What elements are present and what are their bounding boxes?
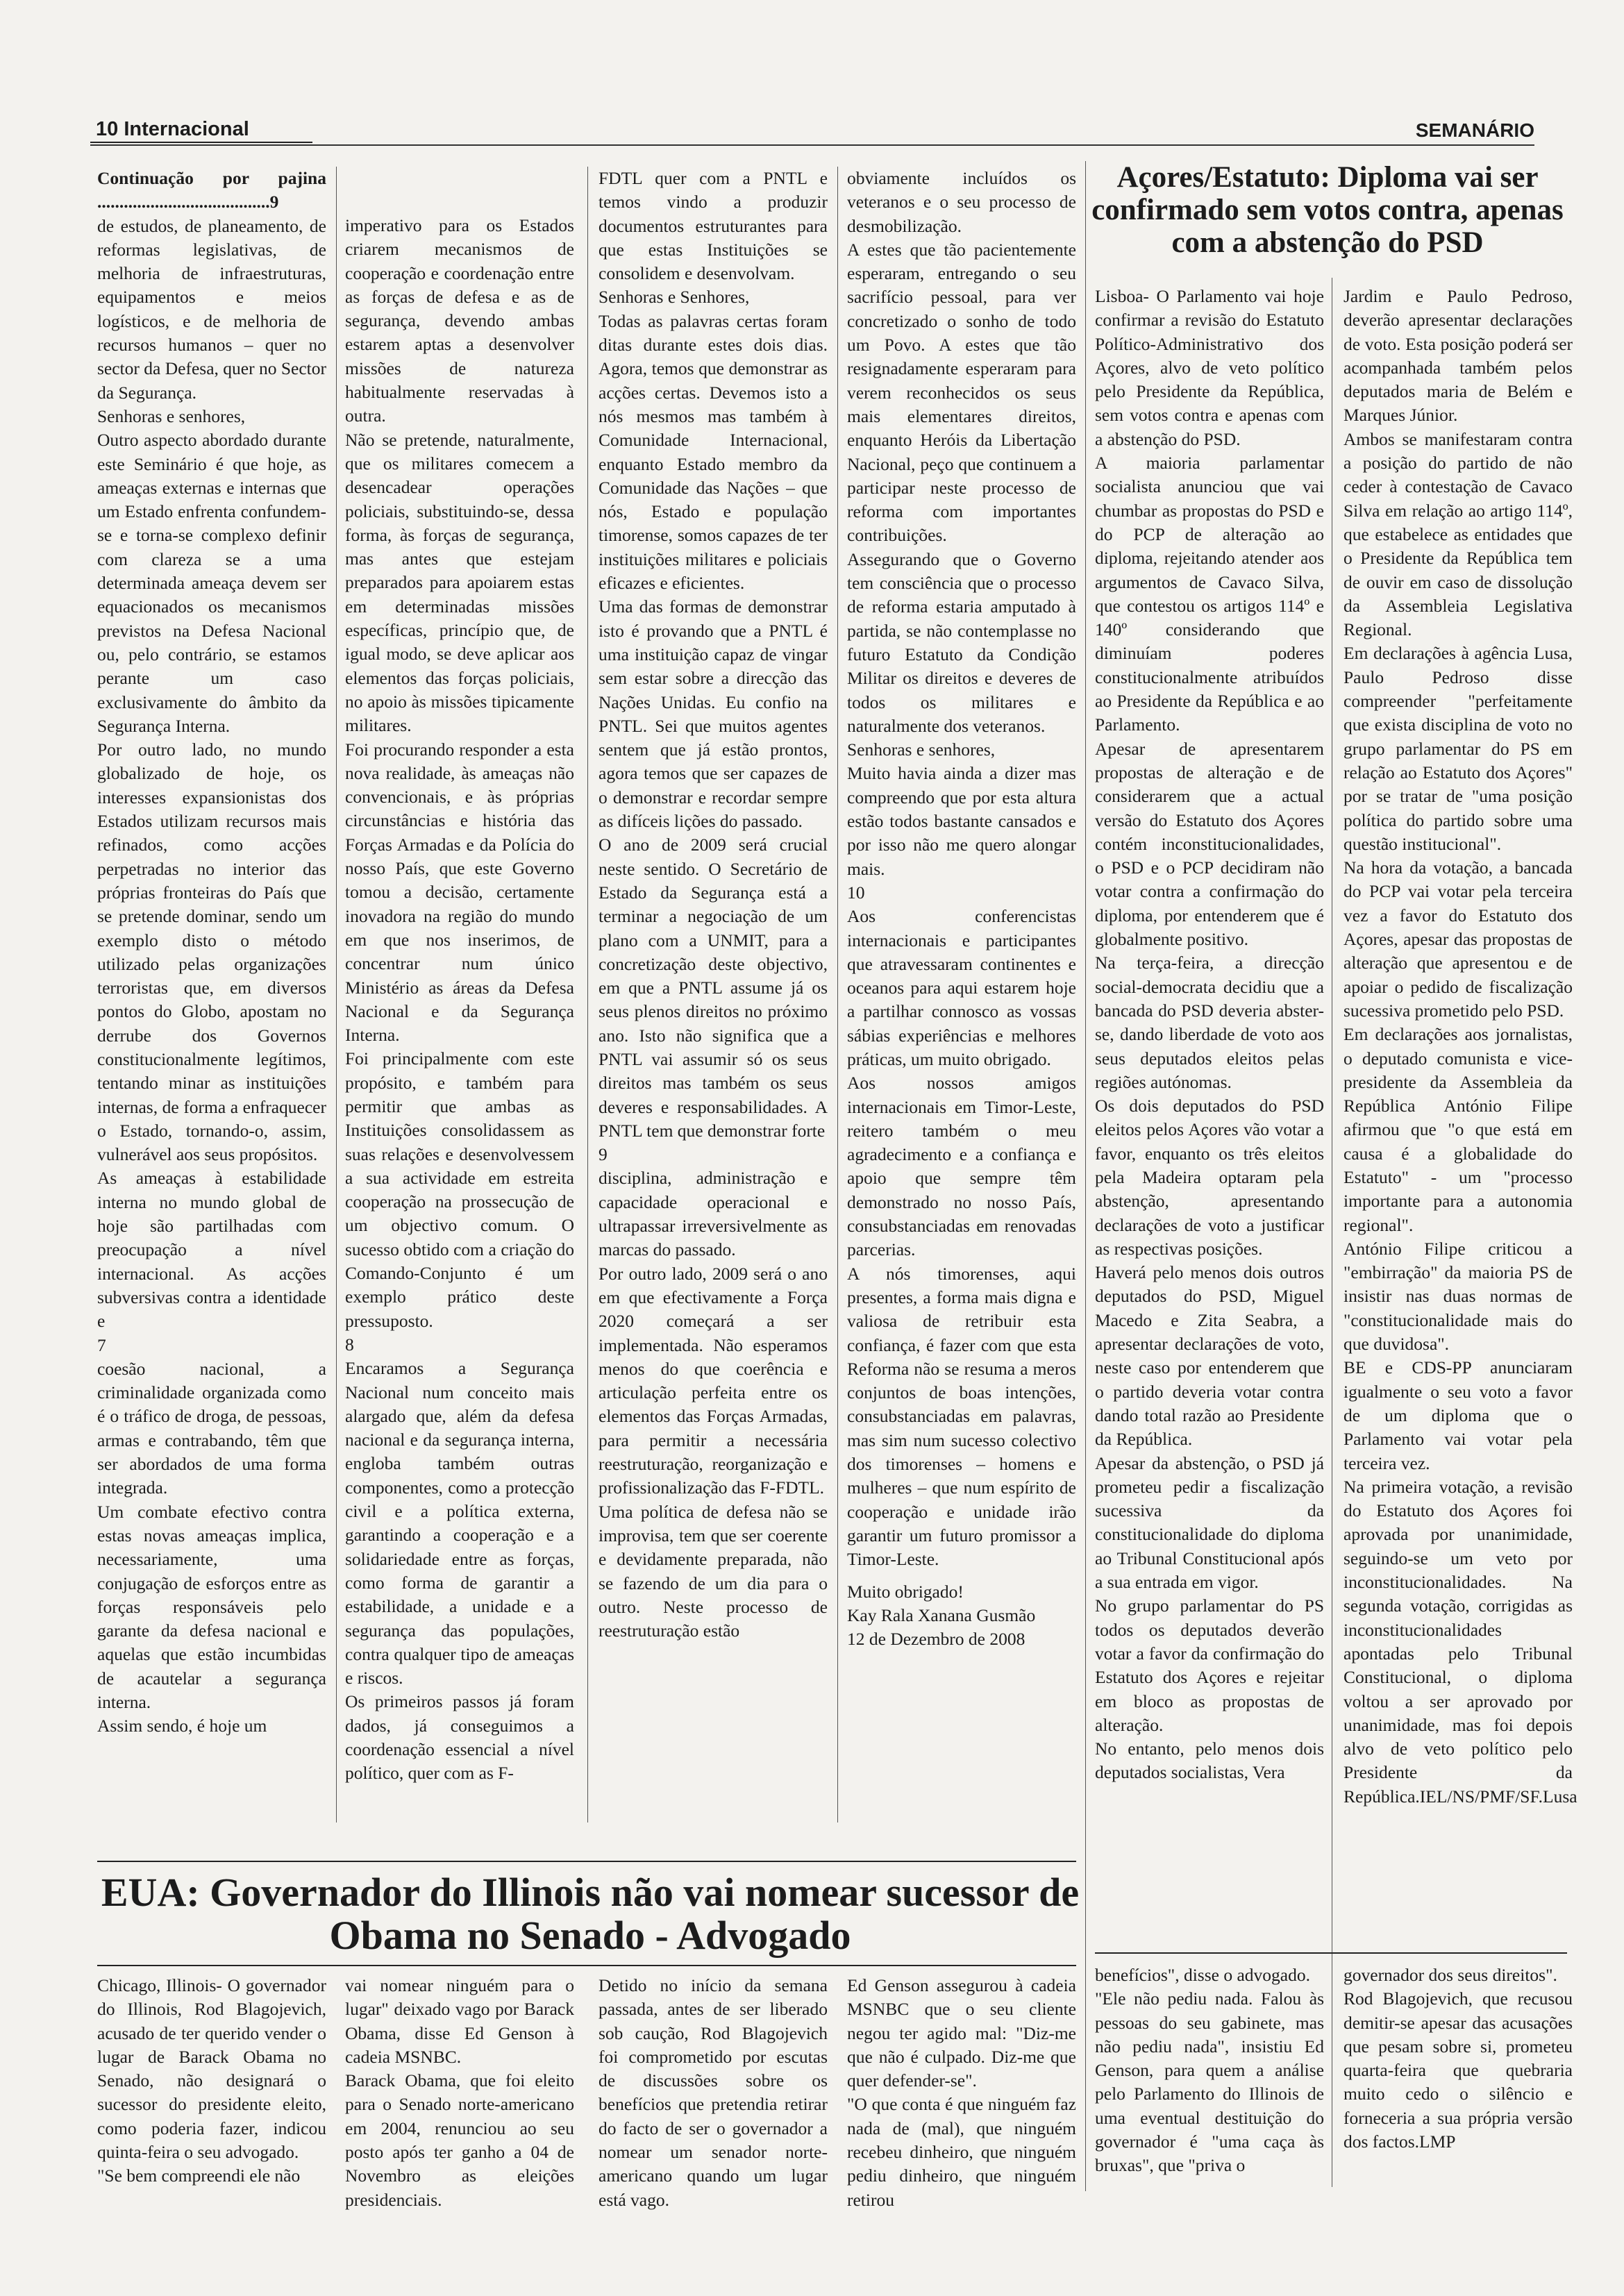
paragraph: "Ele não pediu nada. Falou às pessoas do seu gabinete, mas não pediu nada", insistiu Ed Genson, para quem a análise pelo Parlamento do Illinois de uma eventual destituição do governador é "uma caça às bruxas", que "priva o (1095, 1988, 1324, 2176)
speech-date: 12 de Dezembro de 2008 (847, 1629, 1026, 1650)
speech-column-4 (847, 167, 1076, 1822)
paragraph: Em declarações aos jornalistas, o deputado comunista e vice-presidente da Assembleia da República António Filipe afirmou que "o que está em causa é a globalidade do Estatuto" - um "processo importante para a autonomia regional". (1343, 1024, 1573, 1235)
header-rule (90, 144, 1534, 146)
paragraph: Todas as palavras certas foram ditas durante estes dois dias. Agora, temos que demonstrar as acções certas. Devemos isto a nós mesmos mas também à Comunidade Internacional, enquanto Estado membro da Comunidade das Nações – que nós, Estado e população timorense, somos capazes de ter instituições militares e policiais eficazes e eficientes. (598, 310, 828, 594)
column-divider (587, 167, 588, 1822)
eua-column-2 (345, 1974, 574, 2210)
paragraph: Chicago, Illinois- O governador do Illinois, Rod Blagojevich, acusado de ter querido vender o lugar de Barack Obama no Senado, não designará o sucessor do presidente eleito, como poderia fazer, indicou quinta-feira o seu advogado. (97, 1975, 326, 2163)
paragraph: Aos nossos amigos internacionais em Timor-Leste, reitero também o meu agradecimento e a confiança e apoio que sempre têm demonstrado no nosso País, consubstanciadas em renovadas parcerias. (847, 1073, 1076, 1260)
eua-right-rule (1095, 1952, 1567, 1954)
eua-column-5 (1095, 1963, 1324, 2203)
paragraph: A nós timorenses, aqui presentes, a forma mais digna e valiosa de retribuir esta confiança, é fazer com que esta Reforma não se resuma a meros conjuntos de boas intenções, consubstanciadas em palavras, mas sim num sucesso colectivo dos timorenses – homens e mulheres – que num espírito de cooperação e unidade irão garantir um futuro promissor a Timor-Leste. (847, 1263, 1076, 1570)
paragraph: disciplina, administração e capacidade operacional e ultrapassar irreversivelmente as marcas do passado. (598, 1168, 828, 1260)
paragraph: FDTL quer com a PNTL e temos vindo a produzir documentos estruturantes para que estas Instituições se consolidem e desenvolvam. (598, 168, 828, 284)
paragraph: Jardim e Paulo Pedroso, deverão apresentar declarações de voto. Esta posição poderá ser acompanhada também pelos deputados maria de Belém e Marques Júnior. (1343, 286, 1573, 426)
paragraph: Senhoras e Senhores, (598, 287, 750, 308)
paragraph: Aos conferencistas internacionais e participantes que atravessaram continentes e oceanos para aqui estarem hoje a partilhar connosco as vossas sábias experiências e melhores práticas, um muito obrigado. (847, 906, 1076, 1069)
continuation-label: Continuação por pajina .......................................9 (97, 168, 326, 212)
eua-bottom-rule (97, 1965, 1076, 1966)
paragraph: Senhoras e senhores, (97, 405, 246, 426)
paragraph: Foi principalmente com este propósito, e também para permitir que ambas as Instituições consolidassem as suas relações e desenvolvessem a sua actividade em estreita cooperação na prossecução de um objectivo comum. O sucesso obtido com a criação do Comando-Conjunto é um exemplo prático deste pressuposto. (345, 1048, 574, 1331)
paragraph: obviamente incluídos os veteranos e o seu processo de desmobilização. (847, 168, 1076, 236)
acores-headline: Açores/Estatuto: Diploma vai ser confirmado sem votos contra, apenas com a abstenção do PSD (1091, 161, 1564, 259)
author-name: Kay Rala Xanana Gusmão (847, 1604, 1036, 1625)
paragraph: Assegurando que o Governo tem consciência que o processo de reforma estaria amputado à partida, se não contemplasse no futuro Estatuto da Condição Militar os direitos e deveres de todos os militares e naturalmente dos veteranos. (847, 548, 1076, 736)
page-header (90, 115, 1534, 146)
paragraph: Foi procurando responder a esta nova realidade, às ameaças não convencionais, e às próprias circunstâncias e história das Forças Armadas e da Polícia do nosso País, que este Governo tomou a decisão, certamente inovadora na região do mundo em que nos inserimos, de concentrar num único Ministério as áreas da Defesa Nacional e da Segurança Interna. (345, 739, 574, 1046)
paragraph: António Filipe criticou a "embirração" da maioria PS de insistir nas duas normas de "constitucionalidade mais do que duvidosa". (1343, 1238, 1573, 1355)
eua-headline: EUA: Governador do Illinois não vai nomear sucessor de Obama no Senado - Advogado (101, 1870, 1080, 1958)
paragraph: No entanto, pelo menos dois deputados socialistas, Vera (1095, 1738, 1324, 1783)
paragraph: Na hora da votação, a bancada do PCP vai votar pela terceira vez a favor do Estatuto dos Açores, apesar das propostas de alteração que apresentou e de apoiar o pedido de fiscalização sucessiva prometido pelo PSD. (1343, 857, 1573, 1021)
paragraph: O ano de 2009 será crucial neste sentido. O Secretário de Estado da Segurança está a terminar a negociação de um plano com a UNMIT, para a concretização deste objectivo, em que a PNTL assume já os seus plenos direitos no próximo ano. Isto não significa que a PNTL vai assumir só os seus direitos mas também os seus deveres e responsabilidades. A PNTL tem que demonstrar forte (598, 835, 828, 1141)
paragraph: Apesar da abstenção, o PSD já prometeu pedir a fiscalização sucessiva da constitucionalidade do diploma ao Tribunal Constitucional após a sua entrada em vigor. (1095, 1452, 1324, 1593)
paragraph: Rod Blagojevich, que recusou demitir-se apesar das acusações que pesam sobre si, prometeu quarta-feira que quebraria muito cedo o silêncio e forneceria a sua própria versão dos factos.LMP (1343, 1988, 1573, 2152)
acores-column-1 (1095, 285, 1324, 1783)
paragraph: Em declarações à agência Lusa, Paulo Pedroso disse compreender "perfeitamente que exista disciplina de voto no grupo parlamentar do PS em relação ao Estatuto dos Açores" por se tratar de "uma posição política do partido sobre uma questão institucional". (1343, 643, 1573, 854)
paragraph: A estes que tão pacientemente esperaram, entregando o seu sacrifício pessoal, para ver concretizado o sonho de todo um Povo. A estes que tão resignadamente esperaram para verem reconhecidos os seus mais elementares direitos, enquanto Heróis da Libertação Nacional, peço que continuem a participar neste processo de reforma com importantes contribuições. (847, 239, 1076, 546)
paragraph: Por outro lado, no mundo globalizado de hoje, os interesses expansionistas dos Estados utilizam recursos mais refinados, como acções perpetradas no interior das próprias fronteiras do País que se pretende dominar, sendo um exemplo disto o método utilizado pelas organizações terroristas que, em diversos pontos do Globo, apostam no derrube dos Governos constitucionalmente legítimos, tentando minar as instituições internas, de forma a enfraquecer o Estado, tornando-o, assim, vulnerável aos seus propósitos. (97, 739, 326, 1165)
paragraph: BE e CDS-PP anunciaram igualmente o seu voto a favor de um diploma que o Parlamento vai votar pela terceira vez. (1343, 1357, 1573, 1473)
newspaper-brand: SEMANÁRIO (1415, 119, 1534, 141)
paragraph: Apesar de apresentarem propostas de alteração e de considerarem que a actual versão do Estatuto dos Açores contém inconstitucionalidades, o PSD e o PCP decidiram não votar contra a confirmação do diploma, por entenderem que é globalmente positivo. (1095, 738, 1324, 950)
paragraph: Na terça-feira, a direcção social-democrata decidiu que a bancada do PSD deveria abster-se, dando liberdade de voto aos seus deputados eleitos pelas regiões autónomas. (1095, 953, 1324, 1092)
eua-column-1 (97, 1974, 326, 2203)
paragraph: Ambos se manifestaram contra a posição do partido de não ceder à contestação de Cavaco Silva em relação ao artigo 114º, que estabelece as entidades que o Presidente da República tem de ouvir em caso de dissolução da Assembleia Legislativa Regional. (1343, 428, 1573, 640)
eua-column-6 (1343, 1963, 1573, 2203)
paragraph: No grupo parlamentar do PS todos os deputados deverão votar a favor da confirmação do Estatuto dos Açores e rejeitar em bloco as propostas de alteração. (1095, 1595, 1324, 1735)
paragraph: Haverá pelo menos dois outros deputados do PSD, Miguel Macedo e Zita Seabra, a apresentar declarações de voto, neste caso por entenderem que o partido deveria votar contra dando total razão ao Presidente da República. (1095, 1262, 1324, 1450)
paragraph: Os dois deputados do PSD eleitos pelos Açores vão votar a favor, enquanto os três eleitos pela Madeira optaram pela abstenção, apresentando declarações de voto a justificar as respectivas posições. (1095, 1096, 1324, 1259)
column-divider (837, 167, 838, 1822)
acores-column-2 (1343, 285, 1577, 1927)
section-number: 9 (598, 1144, 608, 1165)
speech-column-3 (598, 167, 828, 1822)
paragraph: Os primeiros passos já foram dados, já conseguimos a coordenação essencial a nível político, quer com as F- (345, 1691, 574, 1784)
paragraph: benefícios", disse o advogado. (1095, 1965, 1310, 1985)
speech-column-1 (97, 167, 326, 1822)
section-number: 7 (97, 1334, 106, 1355)
paragraph: Encaramos a Segurança Nacional num conceito mais alargado que, além da defesa nacional e da segurança interna, engloba também outras componentes, como a protecção civil e a política externa, garantindo a cooperação e a solidariedade entre as forças, como forma de garantir a estabilidade, a unidade e a segurança das populações, contra qualquer tipo de ameaças e riscos. (345, 1358, 574, 1689)
paragraph: Na primeira votação, a revisão do Estatuto dos Açores foi aprovada por unanimidade, seguindo-se um veto por inconstitucionalidades. Na segunda votação, corrigidas as inconstitucionalidades apontadas pelo Tribunal Constitucional, o diploma voltou a ser aprovado por unanimidade, mas foi depois alvo de veto político pelo Presidente da República.IEL/NS/PMF/SF.Lusa (1343, 1476, 1577, 1807)
paragraph: Barack Obama, que foi eleito para o Senado norte-americano em 2004, renunciou ao seu posto após ter ganho a 04 de Novembro as eleições presidenciais. (345, 2070, 574, 2210)
paragraph: de estudos, de planeamento, de reformas legislativas, de melhoria de infraestruturas, equipamentos e meios logísticos, e de melhoria de recursos humanos – quer no sector da Defesa, quer no Sector da Segurança. (97, 215, 326, 403)
paragraph: coesão nacional, a criminalidade organizada como é o tráfico de droga, de pessoas, armas e contrabando, têm que ser abordados de uma forma integrada. (97, 1358, 326, 1498)
column-divider (336, 167, 337, 1822)
paragraph: Não se pretende, naturalmente, que os militares comecem a desencadear operações policiais, substituindo-se, dessa forma, às forças de segurança, mas antes que estejam preparados para apoiarem estas em determinadas missões específicas, princípio que, de igual modo, se deve aplicar aos elementos das forças policiais, no apoio às missões tipicamente militares. (345, 429, 574, 736)
sign-off: Muito obrigado! (847, 1581, 964, 1602)
paragraph: "O que conta é que ninguém faz nada de (mal), que ninguém recebeu dinheiro, que ninguém pediu dinheiro, que ninguém retirou (847, 2094, 1076, 2210)
paragraph: vai nomear ninguém para o lugar" deixado vago por Barack Obama, disse Ed Genson à cadeia MSNBC. (345, 1975, 574, 2067)
section-number: 10 (847, 882, 865, 903)
paragraph: Assim sendo, é hoje um (97, 1716, 267, 1736)
paragraph: Uma das formas de demonstrar isto é provando que a PNTL é uma instituição capaz de vingar sem estar sobre a direcção das Nações Unidas. Eu confio na PNTL. Sei que muitos agentes sentem que já estão prontos, agora temos que ser capazes de o demonstrar e recordar sempre as difíceis lições do passado. (598, 596, 828, 832)
eua-top-rule (97, 1861, 1076, 1862)
paragraph: Outro aspecto abordado durante este Seminário é que hoje, as ameaças externas e internas que um Estado enfrenta confundem-se e torna-se complexo definir com clareza se a uma determinada ameaça devem ser equacionados os mecanismos previstos na Defesa Nacional ou, pelo contrário, se estamos perante um caso exclusivamente do âmbito da Segurança Interna. (97, 430, 326, 736)
section-label: 10 Internacional (96, 118, 249, 140)
eua-column-3 (598, 1974, 828, 2210)
paragraph: Por outro lado, 2009 será o ano em que efectivamente a Força 2020 começará a ser implementada. Não esperamos menos do que coerência e articulação perfeita entre os elementos das Forças Armadas, para permitir a necessária reestruturação, reorganização e profissionalização das F-FDTL. (598, 1263, 828, 1498)
paragraph: Senhoras e senhores, (847, 739, 996, 760)
paragraph: Ed Genson assegurou à cadeia MSNBC que o seu cliente negou ter agido mal: "Diz-me que não é culpado. Diz-me que quer defender-se". (847, 1975, 1076, 2091)
paragraph: Lisboa- O Parlamento vai hoje confirmar a revisão do Estatuto Político-Administrativo dos Açores, alvo de veto político pelo Presidente da República, sem votos contra e apenas com a abstenção do PSD. (1095, 286, 1324, 449)
paragraph: "Se bem compreendi ele não (97, 2165, 301, 2186)
section-number: 8 (345, 1334, 354, 1355)
paragraph: A maioria parlamentar socialista anunciou que vai chumbar as propostas do PSD e do PCP de alteração ao diploma, rejeitando atender aos argumentos de Cavaco Silva, que contestou os artigos 114º e 140º considerando que diminuíam poderes constitucionalmente atribuídos ao Presidente da República e ao Parlamento. (1095, 453, 1324, 735)
paragraph: Uma política de defesa não se improvisa, tem que ser coerente e devidamente preparada, não se fazendo de um dia para o outro. Neste processo de reestruturação estão (598, 1501, 828, 1641)
speech-column-2 (345, 214, 574, 1822)
paragraph: Detido no início da semana passada, antes de ser liberado sob caução, Rod Blagojevich foi comprometido por escutas de discussões sobre os benefícios que pretendia retirar do facto de ser o governador a nomear um senador norte-americano quando um lugar está vago. (598, 1975, 828, 2210)
paragraph: governador dos seus direitos". (1343, 1965, 1557, 1985)
column-divider (1085, 161, 1086, 2191)
paragraph: Muito havia ainda a dizer mas compreendo que por esta altura estão todos bastante cansados e por isso não me quero alongar mais. (847, 763, 1076, 879)
paragraph: imperativo para os Estados criarem mecanismos de cooperação e coordenação entre as forças de defesa e as de segurança, devendo ambas estarem aptas a desenvolver missões de natureza habitualmente reservadas à outra. (345, 215, 574, 426)
paragraph: As ameaças à estabilidade interna no mundo global de hoje são partilhadas com preocupação a nível internacional. As acções subversivas contra a identidade e (97, 1168, 326, 1332)
section-underline (90, 142, 312, 143)
paragraph: Um combate efectivo contra estas novas ameaças implica, necessariamente, uma conjugação de esforços entre as forças responsáveis pelo garante da defesa nacional e aquelas que estão incumbidas de acautelar a segurança interna. (97, 1501, 326, 1712)
eua-column-4 (847, 1974, 1076, 2210)
